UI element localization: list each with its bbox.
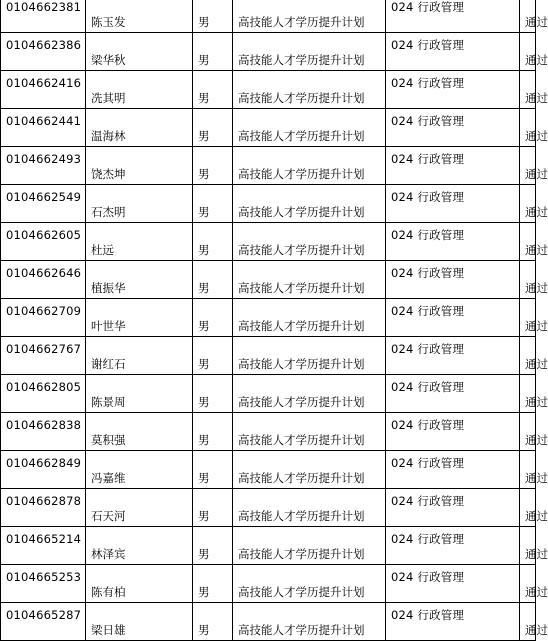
result-cell: 通过 <box>520 0 536 33</box>
gender-cell: 男 <box>193 413 233 451</box>
major-cell: 024 行政管理 <box>386 451 520 489</box>
result-cell: 通过 <box>520 71 536 109</box>
major-cell: 024 行政管理 <box>386 299 520 337</box>
student-name-cell: 谢红石 <box>86 337 193 375</box>
student-id-cell: 0104665214 <box>1 527 86 565</box>
gender-cell: 男 <box>193 147 233 185</box>
student-id-cell: 0104662878 <box>1 489 86 527</box>
major-cell: 024 行政管理 <box>386 413 520 451</box>
result-cell: 通过 <box>520 109 536 147</box>
major-cell: 024 行政管理 <box>386 337 520 375</box>
table-row <box>1 565 536 603</box>
table-row <box>1 185 536 223</box>
major-cell: 024 行政管理 <box>386 603 520 641</box>
student-name-cell: 陈玉发 <box>86 0 193 33</box>
student-name-cell: 叶世华 <box>86 299 193 337</box>
result-cell: 通过 <box>520 33 536 71</box>
table-row <box>1 109 536 147</box>
result-cell: 通过 <box>520 147 536 185</box>
student-name-cell: 温海林 <box>86 109 193 147</box>
student-id-cell: 0104662441 <box>1 109 86 147</box>
table-row <box>1 147 536 185</box>
gender-cell: 男 <box>193 527 233 565</box>
student-id-cell: 0104662709 <box>1 299 86 337</box>
table-row <box>1 413 536 451</box>
table-row <box>1 71 536 109</box>
major-cell: 024 行政管理 <box>386 109 520 147</box>
major-cell: 024 行政管理 <box>386 223 520 261</box>
gender-cell: 男 <box>193 261 233 299</box>
student-id-cell: 0104662493 <box>1 147 86 185</box>
program-cell: 高技能人才学历提升计划 <box>233 375 386 413</box>
major-cell: 024 行政管理 <box>386 71 520 109</box>
gender-cell: 男 <box>193 375 233 413</box>
result-cell: 通过 <box>520 375 536 413</box>
program-cell: 高技能人才学历提升计划 <box>233 337 386 375</box>
program-cell: 高技能人才学历提升计划 <box>233 603 386 641</box>
student-name-cell: 植振华 <box>86 261 193 299</box>
table-row <box>1 451 536 489</box>
program-cell: 高技能人才学历提升计划 <box>233 33 386 71</box>
program-cell: 高技能人才学历提升计划 <box>233 299 386 337</box>
student-id-cell: 0104665287 <box>1 603 86 641</box>
result-cell: 通过 <box>520 185 536 223</box>
major-cell: 024 行政管理 <box>386 185 520 223</box>
program-cell: 高技能人才学历提升计划 <box>233 527 386 565</box>
student-name-cell: 石天河 <box>86 489 193 527</box>
major-cell: 024 行政管理 <box>386 527 520 565</box>
table-row <box>1 261 536 299</box>
student-name-cell: 饶杰坤 <box>86 147 193 185</box>
major-cell: 024 行政管理 <box>386 261 520 299</box>
result-cell: 通过 <box>520 451 536 489</box>
student-id-cell: 0104662416 <box>1 71 86 109</box>
program-cell: 高技能人才学历提升计划 <box>233 451 386 489</box>
table-row <box>1 603 536 641</box>
table-row <box>1 375 536 413</box>
result-cell: 通过 <box>520 299 536 337</box>
gender-cell: 男 <box>193 109 233 147</box>
major-cell: 024 行政管理 <box>386 0 520 33</box>
major-cell: 024 行政管理 <box>386 489 520 527</box>
gender-cell: 男 <box>193 71 233 109</box>
student-id-cell: 0104662805 <box>1 375 86 413</box>
program-cell: 高技能人才学历提升计划 <box>233 261 386 299</box>
student-name-cell: 冼其明 <box>86 71 193 109</box>
result-cell: 通过 <box>520 565 536 603</box>
major-cell: 024 行政管理 <box>386 375 520 413</box>
result-cell: 通过 <box>520 223 536 261</box>
student-id-cell: 0104665253 <box>1 565 86 603</box>
result-cell: 通过 <box>520 261 536 299</box>
program-cell: 高技能人才学历提升计划 <box>233 489 386 527</box>
program-cell: 高技能人才学历提升计划 <box>233 71 386 109</box>
gender-cell: 男 <box>193 489 233 527</box>
gender-cell: 男 <box>193 0 233 33</box>
result-cell: 通过 <box>520 603 536 641</box>
gender-cell: 男 <box>193 299 233 337</box>
table-row <box>1 223 536 261</box>
result-cell: 通过 <box>520 413 536 451</box>
student-id-cell: 0104662549 <box>1 185 86 223</box>
result-cell: 通过 <box>520 527 536 565</box>
gender-cell: 男 <box>193 565 233 603</box>
student-name-cell: 陈有柏 <box>86 565 193 603</box>
program-cell: 高技能人才学历提升计划 <box>233 109 386 147</box>
student-name-cell: 莫积强 <box>86 413 193 451</box>
student-name-cell: 梁日雄 <box>86 603 193 641</box>
table-body <box>1 0 548 641</box>
result-cell: 通过 <box>520 337 536 375</box>
student-id-cell: 0104662605 <box>1 223 86 261</box>
program-cell: 高技能人才学历提升计划 <box>233 565 386 603</box>
student-name-cell: 冯嘉维 <box>86 451 193 489</box>
student-id-cell: 0104662849 <box>1 451 86 489</box>
major-cell: 024 行政管理 <box>386 147 520 185</box>
student-name-cell: 石杰明 <box>86 185 193 223</box>
program-cell: 高技能人才学历提升计划 <box>233 223 386 261</box>
major-cell: 024 行政管理 <box>386 33 520 71</box>
student-id-cell: 0104662767 <box>1 337 86 375</box>
table-row <box>1 0 536 33</box>
gender-cell: 男 <box>193 603 233 641</box>
student-id-cell: 0104662381 <box>1 0 86 33</box>
student-name-cell: 杜远 <box>86 223 193 261</box>
student-name-cell: 林泽宾 <box>86 527 193 565</box>
gender-cell: 男 <box>193 451 233 489</box>
gender-cell: 男 <box>193 337 233 375</box>
major-cell: 024 行政管理 <box>386 565 520 603</box>
gender-cell: 男 <box>193 185 233 223</box>
gender-cell: 男 <box>193 223 233 261</box>
student-id-cell: 0104662646 <box>1 261 86 299</box>
program-cell: 高技能人才学历提升计划 <box>233 413 386 451</box>
student-name-cell: 陈景周 <box>86 375 193 413</box>
program-cell: 高技能人才学历提升计划 <box>233 185 386 223</box>
student-id-cell: 0104662838 <box>1 413 86 451</box>
table-row <box>1 527 536 565</box>
program-cell: 高技能人才学历提升计划 <box>233 0 386 33</box>
table-row <box>1 337 536 375</box>
program-cell: 高技能人才学历提升计划 <box>233 147 386 185</box>
student-name-cell: 梁华秋 <box>86 33 193 71</box>
student-id-cell: 0104662386 <box>1 33 86 71</box>
table-row <box>1 489 536 527</box>
gender-cell: 男 <box>193 33 233 71</box>
table-row <box>1 33 536 71</box>
result-cell: 通过 <box>520 489 536 527</box>
table-row <box>1 299 536 337</box>
